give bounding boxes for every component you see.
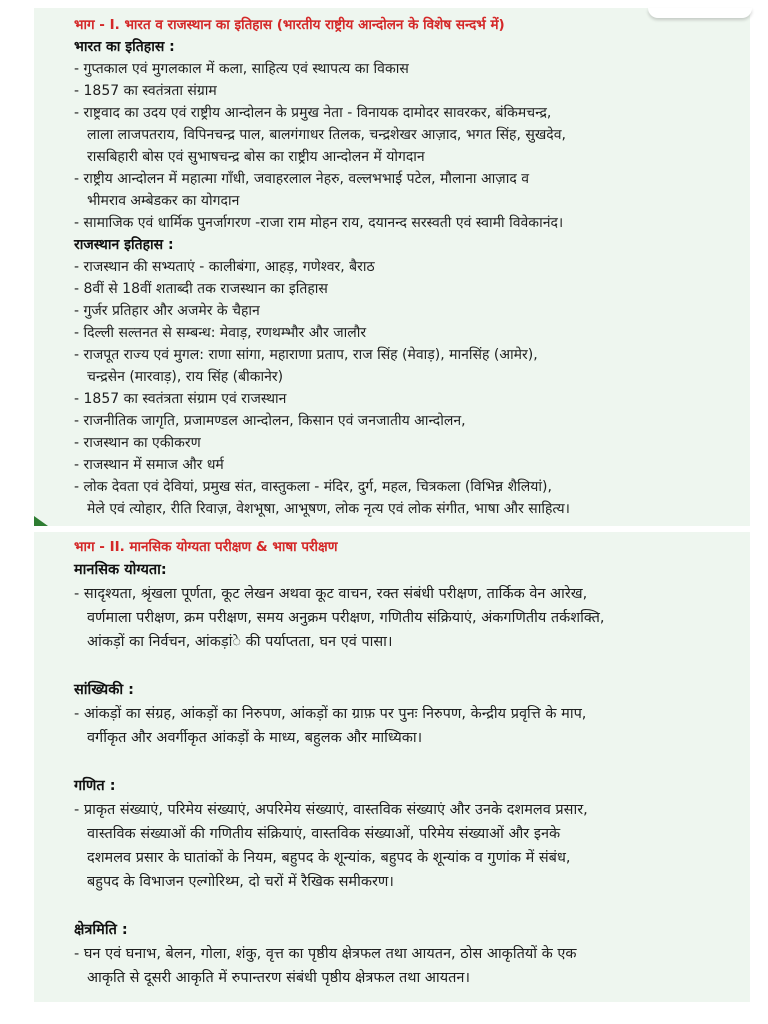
list-item-continuation: आंकड़ों का निर्वचन, आंकड़ांे की पर्याप्तता, घन एवं पासा।	[87, 634, 393, 650]
list-item	[74, 476, 750, 520]
list-item-text: - 8वीं से 18वीं शताब्दी तक राजस्थान का इतिहास	[74, 281, 328, 297]
list-item	[74, 212, 750, 234]
list-item-text: - राष्ट्रीय आन्दोलन में महात्मा गाँधी, जवाहरलाल नेहरु, वल्लभभाई पटेल, मौलाना आज़ाद व	[74, 171, 529, 187]
list-item-continuation: रासबिहारी बोस एवं सुभाषचन्द्र बोस का राष्ट्रीय आन्दोलन में योगदान	[87, 149, 425, 165]
spacer	[74, 750, 750, 774]
spacer	[74, 654, 750, 678]
list-item-continuation: वास्तविक संख्याओं की गणितीय संक्रियाएं, वास्तविक संख्याओं, परिमेय संख्याओं और इनके	[87, 826, 561, 842]
mathematics-heading: गणित :	[74, 778, 116, 794]
list-item-continuation: वर्गीकृत और अवर्गीकृत आंकड़ों के माध्य, बहुलक और माध्यिका।	[87, 730, 423, 746]
list-item-continuation: भीमराव अम्बेडकर का योगदान	[87, 193, 240, 209]
list-item-continuation: दशमलव प्रसार के घातांकों के नियम, बहुपद के शून्यांक, बहुपद के शून्यांक व गुणांक में संबंध,	[87, 850, 571, 866]
list-item-continuation: बहुपद के विभाजन एल्गोरिथ्म, दो चरों में रैखिक समीकरण।	[87, 874, 394, 890]
list-item	[74, 454, 750, 476]
list-item	[74, 168, 750, 212]
list-item-continuation: आकृति से दूसरी आकृति में रुपान्तरण संबंधी पृष्ठीय क्षेत्रफल तथा आयतन।	[87, 970, 470, 986]
mensuration-heading: क्षेत्रमिति :	[74, 922, 128, 938]
list-item-text: - आंकड़ों का संग्रह, आंकड़ों का निरुपण, आंकड़ों का ग्राफ़ पर पुनः निरुपण, केन्द्रीय प्रवृत्ति के माप,	[74, 706, 587, 722]
list-item	[74, 388, 750, 410]
top-tab-shape	[648, 8, 752, 18]
list-item	[74, 102, 750, 168]
list-item	[74, 942, 750, 990]
list-item	[74, 432, 750, 454]
part-1-section	[34, 8, 750, 526]
list-item-continuation: मेले एवं त्योहार, रीति रिवाज़, वेशभूषा, आभूषण, लोक नृत्य एवं लोक संगीत, भाषा और साहित्य।	[87, 501, 570, 517]
statistics-heading: सांख्यिकी :	[74, 682, 134, 698]
list-item	[74, 322, 750, 344]
part-2-section	[34, 532, 750, 1002]
list-item	[74, 256, 750, 278]
list-item	[74, 798, 750, 894]
list-item-continuation: चन्द्रसेन (मारवाड़), राय सिंह (बीकानेर)	[87, 369, 284, 385]
list-item-text: - प्राकृत संख्याएं, परिमेय संख्याएं, अपरिमेय संख्याएं, वास्तविक संख्याएं और उनके दशमलव प्रसार,	[74, 802, 588, 818]
list-item	[74, 58, 750, 80]
list-item	[74, 702, 750, 750]
india-history-list	[74, 58, 750, 234]
list-item	[74, 300, 750, 322]
list-item-text: - घन एवं घनाभ, बेलन, गोला, शंकु, वृत्त का पृष्ठीय क्षेत्रफल तथा आयतन, ठोस आकृतियों के एक	[74, 946, 577, 962]
list-item-continuation: लाला लाजपतराय, विपिनचन्द्र पाल, बालगंगाधर तिलक, चन्द्रशेखर आज़ाद, भगत सिंह, सुखदेव,	[87, 127, 566, 143]
list-item-text: - गुर्जर प्रतिहार और अजमेर के चैहान	[74, 303, 260, 319]
list-item	[74, 410, 750, 432]
list-item-continuation: वर्णमाला परीक्षण, क्रम परीक्षण, समय अनुक्रम परीक्षण, गणितीय संक्रियाएं, अंकगणितीय तर्कशक्ति,	[87, 610, 605, 626]
list-item	[74, 344, 750, 388]
list-item-text: - राष्ट्रवाद का उदय एवं राष्ट्रीय आन्दोलन के प्रमुख नेता - विनायक दामोदर सावरकर, बंकिमचन्द्र,	[74, 105, 552, 121]
list-item-text: - सादृश्यता, श्रृंखला पूर्णता, कूट लेखन अथवा कूट वाचन, रक्त संबंधी परीक्षण, तार्किक वेन आरेख,	[74, 586, 588, 602]
list-item-text: - राजनीतिक जागृति, प्रजामण्डल आन्दोलन, किसान एवं जनजातीय आन्दोलन,	[74, 413, 466, 429]
list-item-text: - गुप्तकाल एवं मुगलकाल में कला, साहित्य एवं स्थापत्य का विकास	[74, 61, 409, 77]
rajasthan-history-heading: राजस्थान इतिहास :	[74, 237, 174, 253]
list-item	[74, 582, 750, 654]
list-item-text: - 1857 का स्वतंत्रता संग्राम एवं राजस्थान	[74, 391, 287, 407]
rajasthan-history-list	[74, 256, 750, 520]
list-item-text: - राजस्थान में समाज और धर्म	[74, 457, 224, 473]
spacer	[74, 894, 750, 918]
list-item-text: - दिल्ली सल्तनत से सम्बन्ध: मेवाड़, रणथम्भौर और जालौर	[74, 325, 367, 341]
mathematics-list	[74, 798, 750, 894]
india-history-heading: भारत का इतिहास :	[74, 39, 175, 55]
list-item-text: - लोक देवता एवं देवियां, प्रमुख संत, वास्तुकला - मंदिर, दुर्ग, महल, चित्रकला (विभिन्न शैलियां),	[74, 479, 552, 495]
list-item	[74, 278, 750, 300]
list-item-text: - राजस्थान का एकीकरण	[74, 435, 201, 451]
list-item-text: - 1857 का स्वतंत्रता संग्राम	[74, 83, 217, 99]
list-item	[74, 80, 750, 102]
mental-ability-heading: मानसिक योग्यता:	[74, 562, 167, 578]
list-item-text: - सामाजिक एवं धार्मिक पुनर्जागरण -राजा राम मोहन राय, दयानन्द सरस्वती एवं स्वामी विवेकानंद।	[74, 215, 564, 231]
part-2-title: भाग - II. मानसिक योग्यता परीक्षण & भाषा परीक्षण	[74, 539, 338, 555]
list-item-text: - राजपूत राज्य एवं मुगल: राणा सांगा, महाराणा प्रताप, राज सिंह (मेवाड़), मानसिंह (आमेर),	[74, 347, 538, 363]
list-item-text: - राजस्थान की सभ्यताएं - कालीबंगा, आहड़, गणेश्वर, बैराठ	[74, 259, 375, 275]
corner-triangle-icon	[34, 516, 48, 526]
mensuration-list	[74, 942, 750, 990]
statistics-list	[74, 702, 750, 750]
mental-ability-list	[74, 582, 750, 654]
part-1-title: भाग - I. भारत व राजस्थान का इतिहास (भारतीय राष्ट्रीय आन्दोलन के विशेष सन्दर्भ में)	[74, 17, 505, 33]
